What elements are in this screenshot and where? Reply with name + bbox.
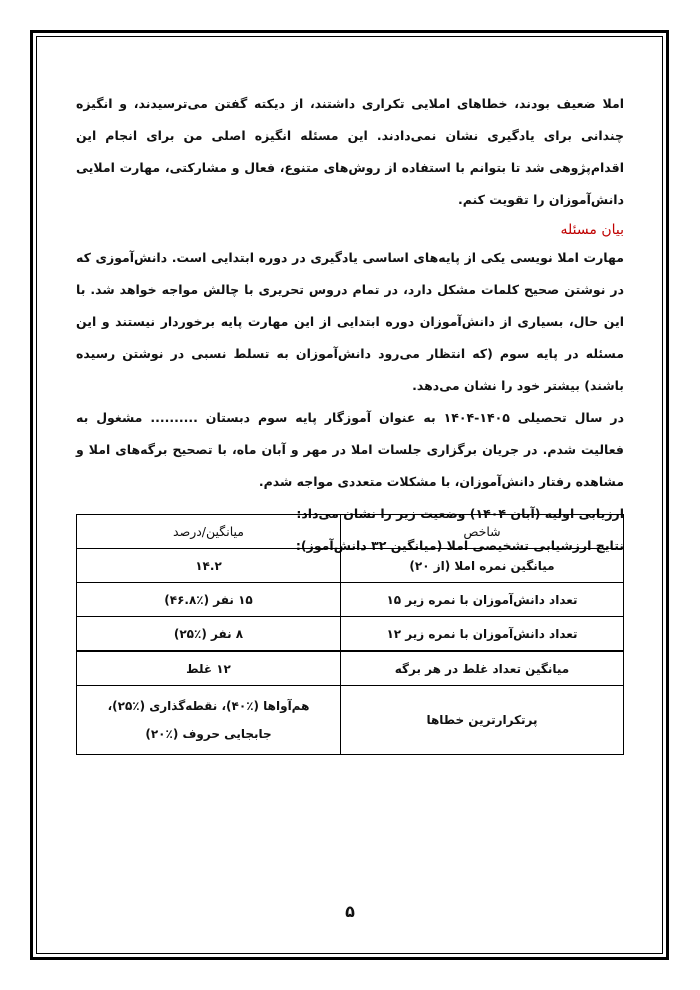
row-value: ۱۵ نفر (٪۴۶.۸) — [77, 583, 341, 617]
row-index: میانگین تعداد غلط در هر برگه — [341, 651, 624, 686]
context-paragraph: در سال تحصیلی ۱۴۰۵-۱۴۰۴ به عنوان آموزگار پایه سوم دبستان .......... مشغول به فعالیت شدم. در جریان برگزاری جلسات املا در مهر و آبان ماه، با تصحیح برگه‌های املا و مشاهده رفتار دانش‌آموزان، با مشکلات متعددی مواجه شدم. — [76, 410, 624, 489]
assessment-line: ارزیابی اولیه (آبان ۱۴۰۴) وضعیت زیر را نشان می‌داد: — [296, 506, 624, 521]
row-index: میانگین نمره املا (از ۲۰) — [341, 549, 624, 583]
row-value: ۱۲ غلط — [77, 651, 341, 686]
row-value: ۱۴.۲ — [77, 549, 341, 583]
table-row — [77, 686, 624, 755]
page-number: ۵ — [345, 902, 355, 921]
table-row — [77, 617, 624, 652]
header-value: میانگین/درصد — [77, 515, 341, 549]
table-row — [77, 651, 624, 686]
table-caption: نتایج ارزشیابی تشخیصی املا (میانگین ۳۲ دانش‌آموز): — [295, 538, 624, 553]
row-index: پرتکرارترین خطاها — [341, 686, 624, 755]
document-body — [76, 88, 624, 562]
table-row — [77, 583, 624, 617]
intro-paragraph: املا ضعیف بودند، خطاهای املایی تکراری داشتند، از دیکته گفتن می‌ترسیدند، و انگیزه چندانی برای یادگیری نشان نمی‌دادند. این مسئله انگیزه اصلی من برای انجام این اقدام‌پژوهی شد تا بتوانم با استفاده از روش‌های متنوع، فعال و مشارکتی، مهارت املایی دانش‌آموزان را تقویت کنم. — [76, 96, 624, 207]
section-heading: بیان مسئله — [560, 222, 624, 238]
table-row — [77, 549, 624, 583]
problem-paragraph: مهارت املا نویسی یکی از پایه‌های اساسی یادگیری در دوره ابتدایی است. دانش‌آموزی که در نوشتن صحیح کلمات مشکل دارد، در تمام دروس تحریری با چالش مواجه خواهد شد. با این حال، بسیاری از دانش‌آموزان دوره ابتدایی از این مهارت پایه برخوردار نیستند و این مسئله در پایه سوم (که انتظار می‌رود دانش‌آموزان به تسلط نسبی در نوشتن رسیده باشند) بیشتر خود را نشان می‌دهد. — [76, 250, 624, 393]
row-value: هم‌آواها (٪۴۰)، نقطه‌گذاری (٪۲۵)، جابجایی حروف (٪۲۰) — [77, 686, 341, 755]
table-header-row — [77, 515, 624, 549]
header-index: شاخص — [341, 515, 624, 549]
row-value: ۸ نفر (٪۲۵) — [77, 617, 341, 652]
assessment-table — [76, 514, 624, 755]
row-index: تعداد دانش‌آموزان با نمره زیر ۱۲ — [341, 617, 624, 652]
row-index: تعداد دانش‌آموزان با نمره زیر ۱۵ — [341, 583, 624, 617]
